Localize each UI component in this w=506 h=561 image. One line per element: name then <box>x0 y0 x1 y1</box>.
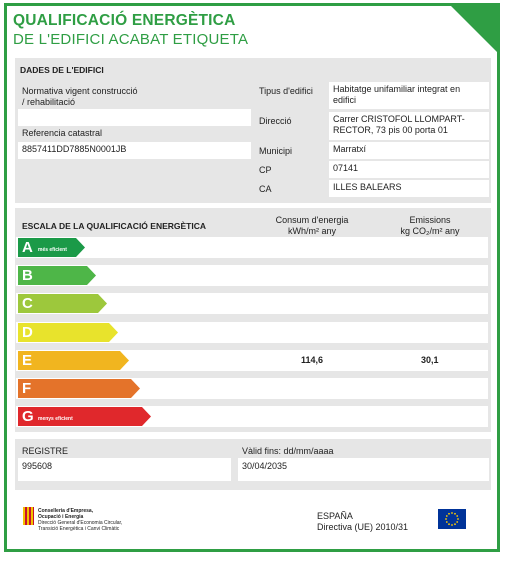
rating-arrow-g <box>18 407 152 426</box>
cp-label: CP <box>259 165 272 175</box>
rating-letter: D <box>22 324 33 341</box>
rating-letter: C <box>22 295 33 312</box>
org-line1: Conselleria d'Empresa, <box>38 508 94 514</box>
tipus-value: Habitatge unifamiliar integrat en edifici <box>329 82 489 109</box>
direccio-label: Direcció <box>259 116 292 126</box>
emissions-header <box>380 215 480 237</box>
building-section-title: DADES DE L'EDIFICI <box>20 65 104 75</box>
municipi-label: Municipi <box>259 146 293 156</box>
eu-star <box>456 521 458 523</box>
eu-star <box>446 515 448 517</box>
scale-section-title: ESCALA DE LA QUALIFICACIÓ ENERGÈTICA <box>22 221 207 231</box>
eu-star <box>448 523 450 525</box>
eu-star <box>448 513 450 515</box>
eu-star <box>445 518 447 520</box>
rating-note: més eficient <box>38 247 67 253</box>
rating-letter: A <box>22 239 33 256</box>
rating-arrow-d <box>18 323 119 342</box>
eu-star <box>446 521 448 523</box>
org-line4: Transició Energètica i Canvi Climàtic <box>38 526 120 532</box>
rating-arrow-b <box>18 266 97 285</box>
rating-arrow-a <box>18 238 86 257</box>
eu-star <box>451 524 453 526</box>
eu-flag-icon <box>438 509 466 529</box>
eu-star <box>454 513 456 515</box>
rating-letter: F <box>22 380 32 397</box>
directive-text: Directiva (UE) 2010/31 <box>317 522 409 532</box>
referencia-value: 8857411DD7885N0001JB <box>18 142 251 159</box>
direccio-value: Carrer CRISTOFOL LLOMPART-RECTOR, 73 pis 00 porta 01 <box>329 112 489 140</box>
rating-arrow-e <box>18 351 130 370</box>
title-line2: DE L'EDIFICI ACABAT ETIQUETA <box>13 31 249 48</box>
org-line3: Direcció General d'Economia Circular, <box>38 520 123 526</box>
emissions-header-line1: Emissions <box>409 215 451 225</box>
rating-letter: E <box>22 352 33 369</box>
municipi-value: Marratxí <box>329 142 489 159</box>
eu-star <box>454 523 456 525</box>
cp-value: 07141 <box>329 161 489 178</box>
consum-header <box>262 215 362 237</box>
rating-note: menys eficient <box>38 416 73 422</box>
emissions-header-line2: kg CO₂/m² any <box>400 226 460 236</box>
eu-star <box>457 518 459 520</box>
org-text <box>38 508 122 532</box>
rating-arrow-f <box>18 379 141 398</box>
consum-header-line2: kWh/m² any <box>287 226 336 236</box>
registre-value: 995608 <box>18 458 231 481</box>
registre-label: REGISTRE <box>22 446 69 456</box>
corner-triangle <box>451 6 497 52</box>
emissions-value: 30,1 <box>421 355 439 365</box>
consum-header-line1: Consum d'energia <box>275 215 349 225</box>
consum-value: 114,6 <box>301 355 324 365</box>
referencia-label: Referencia catastral <box>22 128 103 138</box>
normativa-value <box>18 109 251 126</box>
valid-label: Vàlid fins: dd/mm/aaaa <box>242 446 334 456</box>
country-text: ESPAÑA <box>317 511 353 521</box>
tipus-label: Tipus d'edifici <box>259 86 313 96</box>
rating-letter: G <box>22 408 34 425</box>
registry-panel <box>15 439 491 490</box>
eu-star <box>456 515 458 517</box>
title-line1: QUALIFICACIÓ ENERGÈTICA <box>13 12 236 29</box>
rating-letter: B <box>22 267 33 284</box>
balearic-logo <box>23 507 34 525</box>
rating-row-a <box>16 237 488 258</box>
valid-value: 30/04/2035 <box>238 458 489 481</box>
building-data-panel <box>15 58 491 203</box>
ca-value: ILLES BALEARS <box>329 180 489 197</box>
normativa-label: Normativa vigent construcció / rehabilitació <box>22 86 138 107</box>
eu-star <box>451 512 453 514</box>
rating-arrow-c <box>18 294 108 313</box>
org-line2: Ocupació i Energia <box>38 514 84 520</box>
ca-label: CA <box>259 184 272 194</box>
